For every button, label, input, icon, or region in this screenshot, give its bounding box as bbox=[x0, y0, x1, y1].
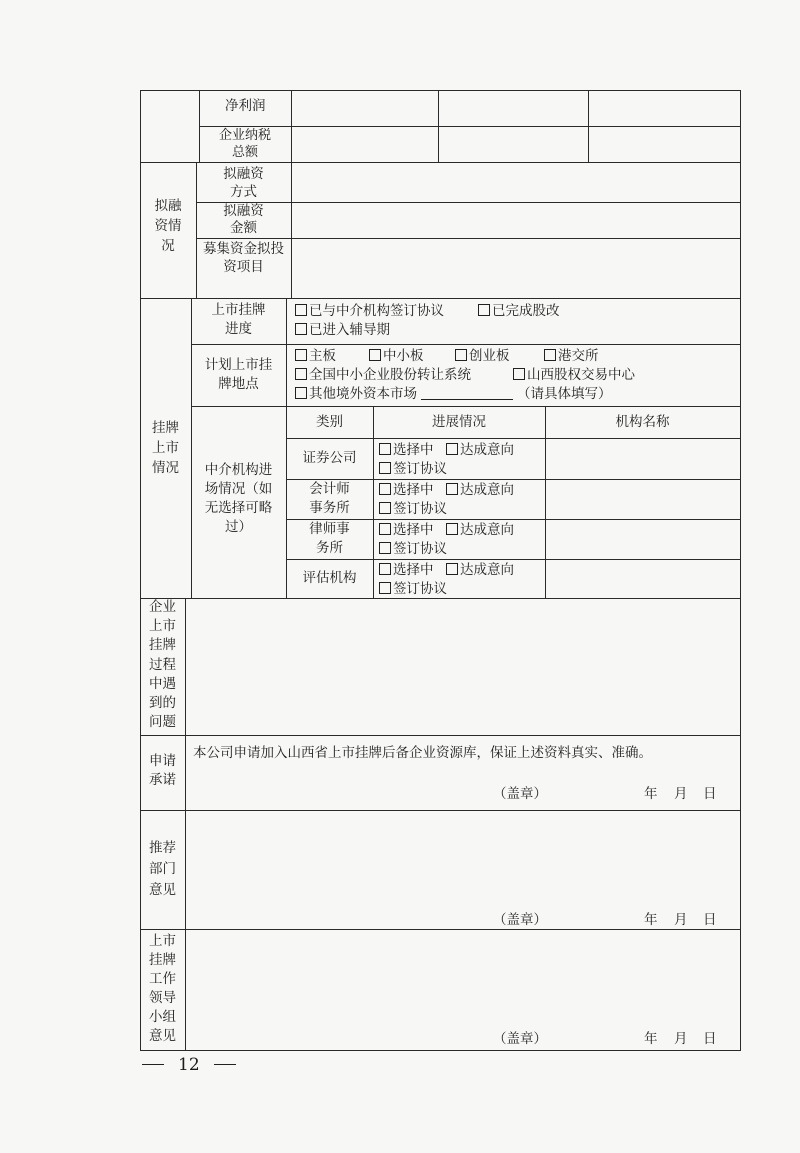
accounting-selecting[interactable]: 选择中 bbox=[379, 481, 434, 500]
progress-option-tutoring[interactable]: 已进入辅导期 bbox=[295, 321, 390, 340]
checkbox[interactable] bbox=[478, 304, 490, 316]
commitment-label: 申请承诺 bbox=[149, 753, 176, 788]
dash-right bbox=[214, 1064, 236, 1065]
group-month: 月 bbox=[674, 1031, 688, 1047]
row-law: 律师事务所 bbox=[309, 521, 350, 556]
commitment-seal: （盖章） bbox=[493, 786, 547, 802]
recommend-label: 推荐部门意见 bbox=[149, 840, 176, 898]
progress-option-agreement[interactable]: 已与中介机构签订协议 bbox=[295, 302, 444, 321]
checkbox[interactable] bbox=[295, 368, 307, 380]
checkbox[interactable] bbox=[544, 349, 556, 361]
financing-section-label: 拟融资情况 bbox=[154, 198, 182, 254]
row-accounting: 会计师事务所 bbox=[309, 481, 350, 516]
appraisal-selecting[interactable]: 选择中 bbox=[379, 561, 434, 580]
net-profit-label: 净利润 bbox=[225, 98, 266, 114]
checkbox[interactable] bbox=[369, 349, 381, 361]
location-option-sme[interactable]: 中小板 bbox=[369, 347, 424, 366]
checkbox[interactable] bbox=[295, 387, 307, 399]
checkbox[interactable] bbox=[295, 323, 307, 335]
recommend-input[interactable] bbox=[186, 811, 739, 907]
other-market-input[interactable] bbox=[421, 386, 513, 400]
location-option-gem[interactable]: 创业板 bbox=[455, 347, 510, 366]
dash-left bbox=[142, 1064, 164, 1065]
row-securities: 证券公司 bbox=[302, 450, 357, 466]
tax-total-label bbox=[199, 127, 291, 161]
recommend-day: 日 bbox=[703, 912, 717, 928]
col-progress-header: 进展情况 bbox=[432, 414, 486, 430]
securities-signed[interactable]: 签订协议 bbox=[379, 460, 447, 479]
recommend-year: 年 bbox=[644, 912, 658, 928]
listing-progress-label: 上市挂牌进度 bbox=[211, 302, 266, 337]
recommend-month: 月 bbox=[674, 912, 688, 928]
checkbox[interactable] bbox=[295, 349, 307, 361]
tax-total-text: 企业纳税总额 bbox=[218, 128, 271, 160]
location-option-other[interactable]: 其他境外资本市场 （请具体填写） bbox=[295, 385, 612, 404]
accounting-intent[interactable]: 达成意向 bbox=[446, 481, 514, 500]
group-label: 上市挂牌工作领导小组意见 bbox=[149, 933, 176, 1044]
commitment-day: 日 bbox=[703, 786, 717, 802]
problems-input[interactable] bbox=[186, 599, 739, 734]
commitment-year: 年 bbox=[644, 786, 658, 802]
listing-section-label: 挂牌上市情况 bbox=[152, 420, 179, 476]
securities-selecting[interactable]: 选择中 bbox=[379, 441, 434, 460]
problems-label: 企业上市挂牌过程中遇到的问题 bbox=[149, 599, 176, 731]
law-intent[interactable]: 达成意向 bbox=[446, 521, 514, 540]
group-input[interactable] bbox=[186, 930, 739, 1026]
table-border-bottom bbox=[140, 1050, 741, 1051]
group-seal: （盖章） bbox=[493, 1031, 547, 1047]
law-signed[interactable]: 签订协议 bbox=[379, 540, 447, 559]
intermediary-label: 中介机构进场情况（如无选择可略过） bbox=[204, 462, 273, 535]
appraisal-signed[interactable]: 签订协议 bbox=[379, 580, 447, 599]
accounting-signed[interactable]: 签订协议 bbox=[379, 500, 447, 519]
col-name-header: 机构名称 bbox=[615, 414, 670, 430]
financing-amount-label: 拟融资金额 bbox=[223, 203, 264, 236]
row-appraisal: 评估机构 bbox=[302, 570, 357, 586]
col-type-header: 类别 bbox=[316, 414, 343, 430]
page-number: 12 bbox=[128, 1055, 250, 1075]
checkbox[interactable] bbox=[513, 368, 525, 380]
law-selecting[interactable]: 选择中 bbox=[379, 521, 434, 540]
location-option-neeq[interactable]: 全国中小企业股份转让系统 bbox=[295, 366, 471, 385]
listing-location-label: 计划上市挂牌地点 bbox=[204, 357, 273, 392]
financing-method-label: 拟融资方式 bbox=[223, 166, 264, 200]
commitment-text: 本公司申请加入山西省上市挂牌后备企业资源库，保证上述资料真实、准确。 bbox=[193, 745, 652, 761]
commitment-month: 月 bbox=[674, 786, 688, 802]
location-option-main[interactable]: 主板 bbox=[295, 347, 336, 366]
location-option-shanxi[interactable]: 山西股权交易中心 bbox=[513, 366, 635, 385]
securities-intent[interactable]: 达成意向 bbox=[446, 441, 514, 460]
progress-option-reform[interactable]: 已完成股改 bbox=[478, 302, 560, 321]
location-option-hkex[interactable]: 港交所 bbox=[544, 347, 599, 366]
group-year: 年 bbox=[644, 1031, 658, 1047]
checkbox[interactable] bbox=[455, 349, 467, 361]
financing-projects-label: 募集资金拟投资项目 bbox=[203, 241, 284, 275]
group-day: 日 bbox=[703, 1031, 717, 1047]
recommend-seal: （盖章） bbox=[493, 912, 547, 928]
table-border-top bbox=[140, 90, 741, 91]
table-border-right bbox=[740, 90, 741, 1050]
appraisal-intent[interactable]: 达成意向 bbox=[446, 561, 514, 580]
checkbox[interactable] bbox=[295, 304, 307, 316]
